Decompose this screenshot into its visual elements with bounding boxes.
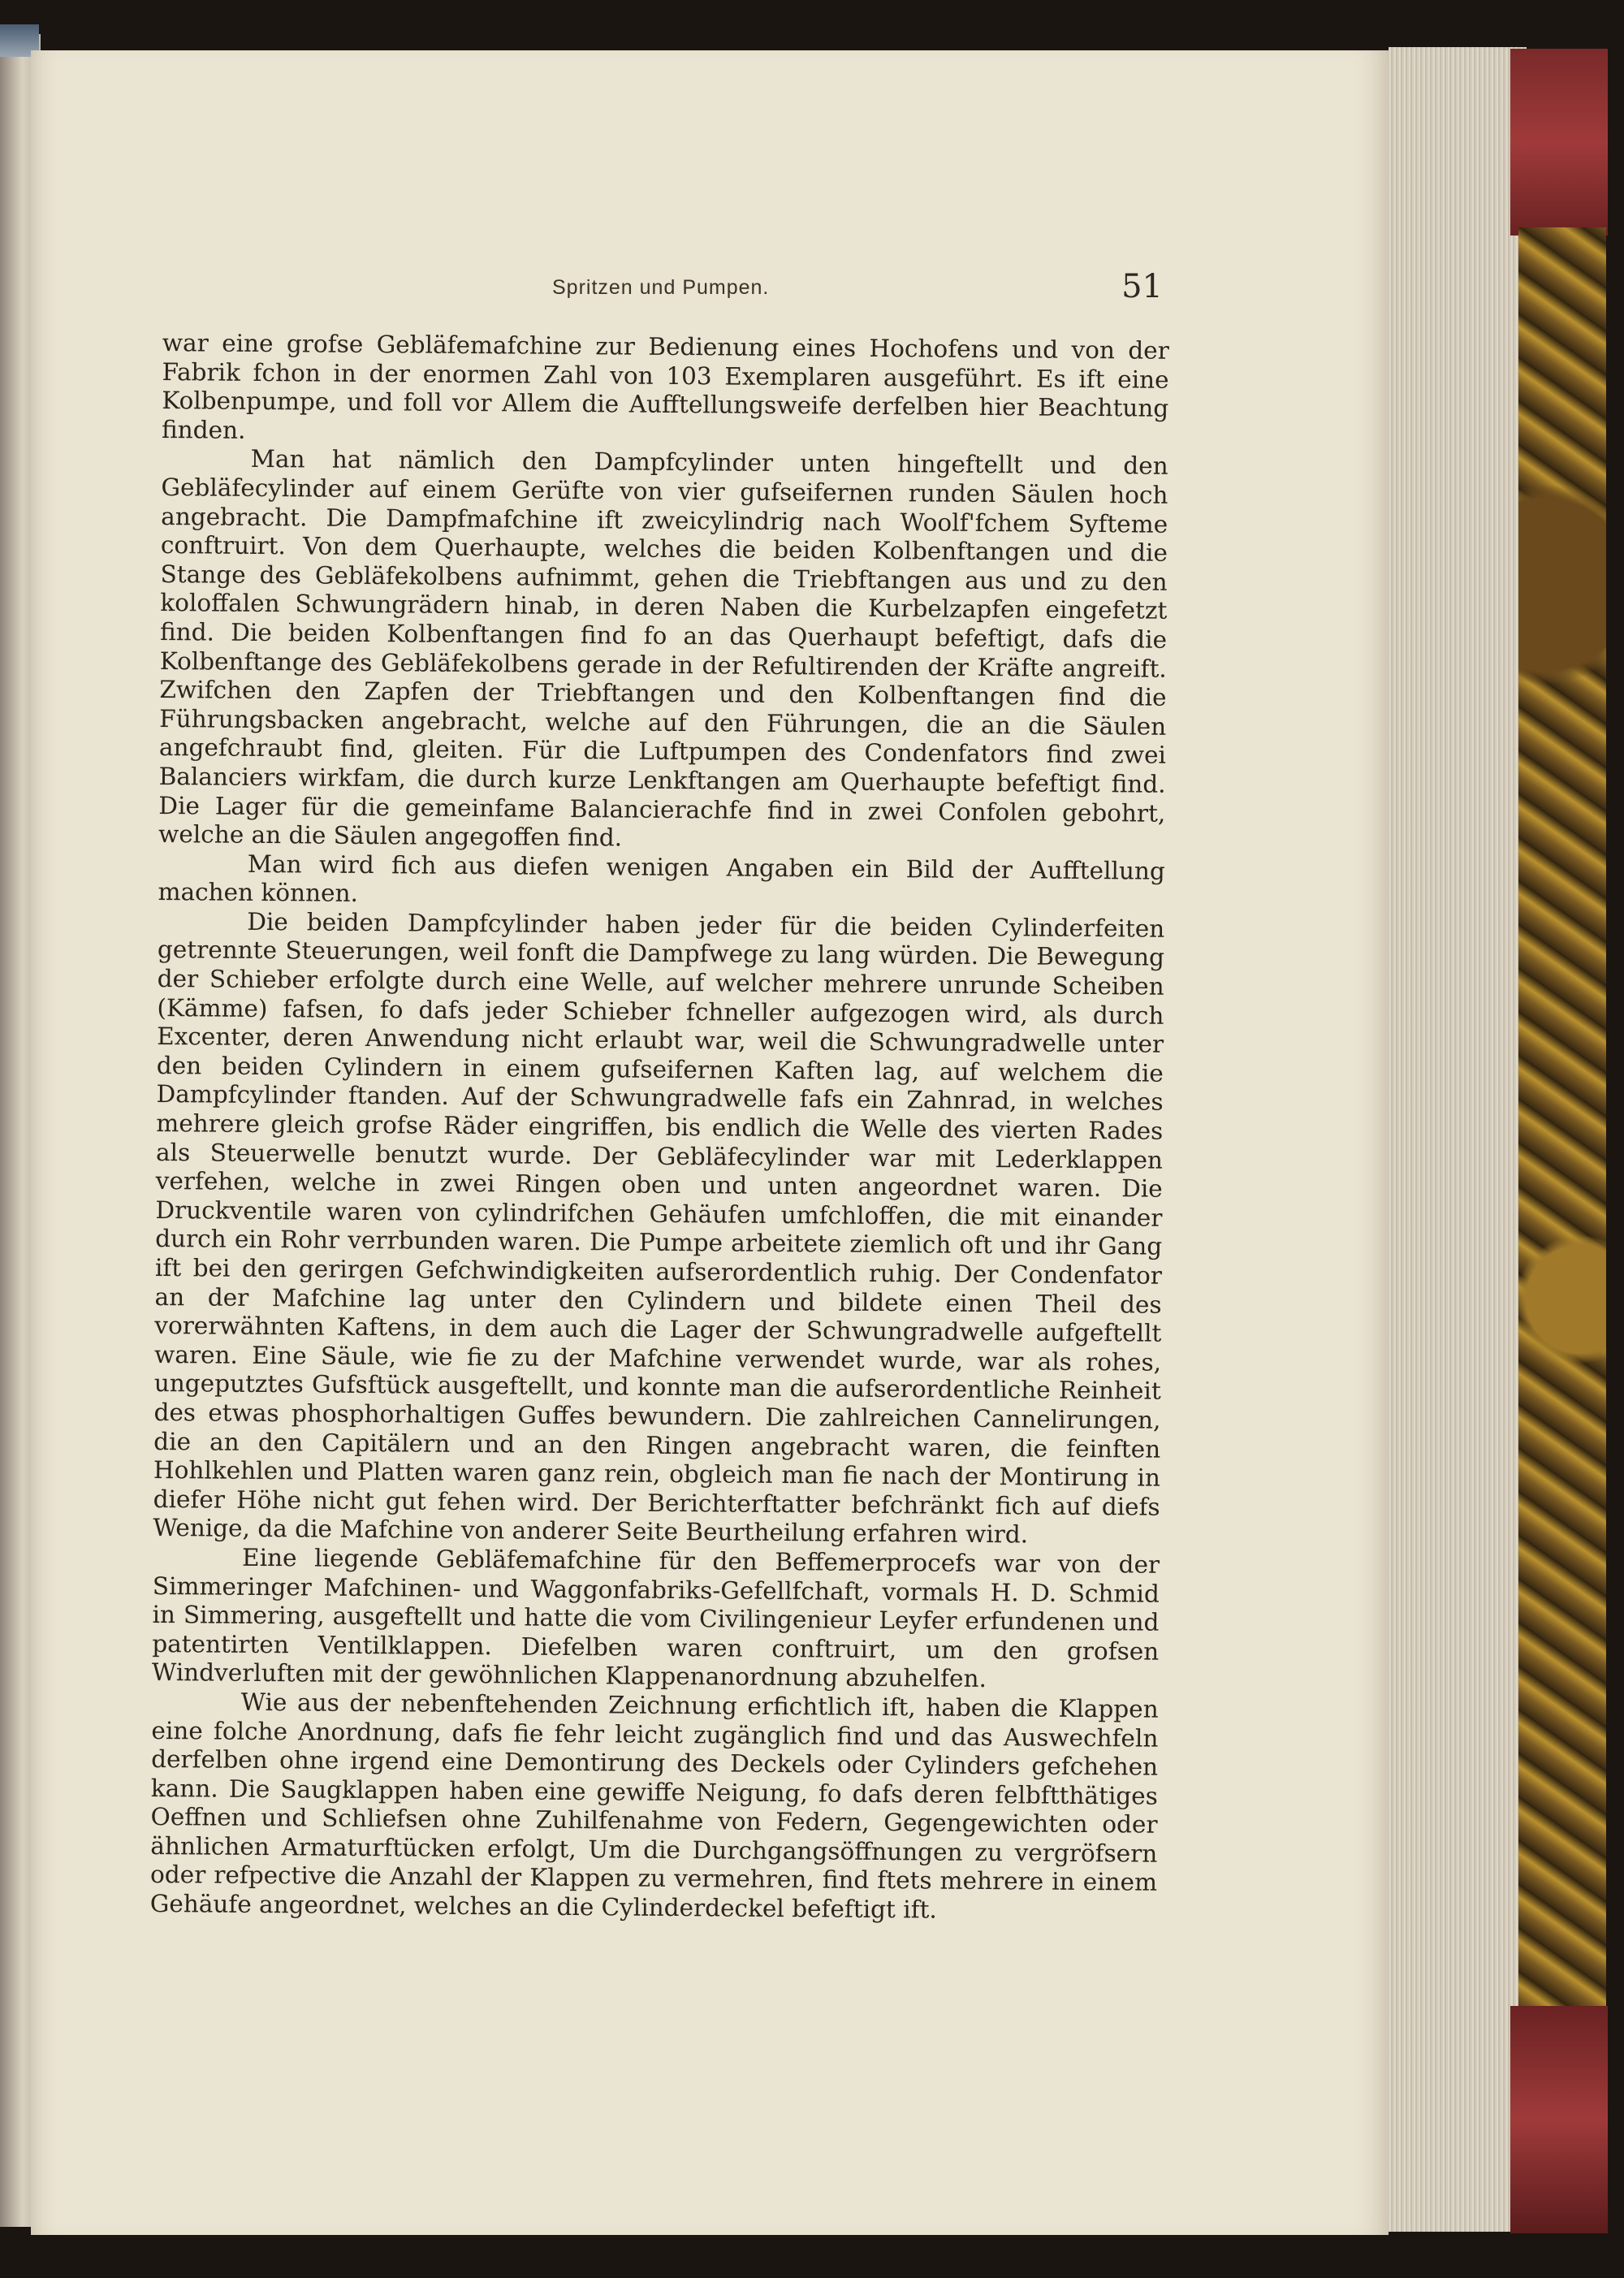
running-title: Spritzen und Pumpen.	[552, 276, 770, 299]
paragraph: Eine liegende Gebläfemafchine für den Beffemerprocefs war von der Simmeringer Mafchinen- und Waggonfabriks-Gefellfchaft, vormals H. D. Schmid in Simmering, ausgeftellt und hatte die vom Civilingenieur Leyfer erfundenen und patentirten Ventilklappen. Diefelben waren conftruirt, um den grofsen Windverluften mit der gewöhnlichen Klappenanordnung abzuhelfen.	[151, 1543, 1160, 1693]
page-number: 51	[1121, 268, 1163, 305]
paragraph: Man hat nämlich den Dampfcylinder unten hingeftellt und den Gebläfecylinder auf einem Gerüfte von vier gufseifernen runden Säulen hoch angebracht. Die Dampfmafchine ift zweicylindrig nach Woolf'fchem Syfteme conftruirt. Von dem Querhaupte, welches die beiden Kolbenftangen und die Stange des Gebläfekolbens aufnimmt, gehen die Triebftangen aus und zu den koloffalen Schwungrädern hinab, in deren Naben die Kurbelzapfen eingefetzt find. Die beiden Kolbenftangen find fo an das Querhaupt befeftigt, dafs die Kolbenftange des Gebläfekolbens gerade in der Refultirenden der Kräfte angreift. Zwifchen den Zapfen der Triebftangen und den Kolbenftangen find die Führungsbacken angebracht, welche auf den Führungen, die an die Säulen angefchraubt find, gleiten. Für die Luftpumpen des Condenfators find zwei Balanciers wirkfam, die durch kurze Lenkftangen am Querhaupte befeftigt find. Die Lager für die gemeinfame Balancierachfe find in zwei Confolen gebohrt, welche an die Säulen angegoffen find.	[158, 445, 1168, 852]
binding-bottom	[1510, 2006, 1608, 2233]
paragraph: war eine grofse Gebläfemafchine zur Bedienung eines Hochofens und von der Fabrik fchon in der enormen Zahl von 103 Exemplaren ausgeführt. Es ift eine Kolbenpumpe, und foll vor Allem die Aufftellungsweife derfelben hier Beachtung finden.	[161, 329, 1169, 444]
paragraph: Wie aus der nebenftehenden Zeichnung erfichtlich ift, haben die Klappen eine folche Anordnung, dafs fie fehr leicht zugänglich find und das Auswechfeln derfelben ohne irgend eine Demontirung des Deckels oder Cylinders gefchehen kann. Die Saugklappen haben eine gewiffe Neigung, fo dafs deren felbftthätiges Oeffnen und Schliefsen ohne Zuhilfenahme von Federn, Gegengewichten oder ähnlichen Armaturftücken erfolgt, Um die Durchgangsöffnungen zu vergröfsern oder refpective die Anzahl der Klappen zu vermehren, find ftets mehrere in einem Gehäufe angeordnet, welches an die Cylinderdeckel befeftigt ift.	[149, 1688, 1159, 1924]
body-text	[150, 329, 1169, 1926]
marbled-cover	[1518, 227, 1606, 2014]
binding-top	[1510, 49, 1608, 236]
page-header	[552, 268, 1169, 317]
paragraph: Die beiden Dampfcylinder haben jeder für die beiden Cylinderfeiten getrennte Steuerungen, weil fonft die Dampfwege zu lang würden. Die Bewegung der Schieber erfolgte durch eine Welle, auf welcher mehrere unrunde Scheiben (Kämme) fafsen, fo dafs jeder Schieber fchneller aufgezogen wird, als durch Excenter, deren Anwendung nicht erlaubt war, weil die Schwungradwelle unter den beiden Cylindern in einem gufseifernen Kaften lag, auf welchem die Dampfcylinder ftanden. Auf der Schwungradwelle fafs ein Zahnrad, in welches mehrere gleich grofse Räder eingriffen, bis endlich die Welle des vierten Rades als Steuerwelle benutzt wurde. Der Gebläfecylinder war mit Lederklappen verfehen, welche in zwei Ringen oben und unten angeordnet waren. Die Druckventile waren von cylindrifchen Gehäufen umfchloffen, die mit einander durch ein Rohr verrbunden waren. Die Pumpe arbeitete ziemlich oft und ihr Gang ift bei den gerirgen Gefchwindigkeiten aufserordentlich ruhig. Der Condenfator an der Mafchine lag unter den Cylindern und bildete einen Theil des vorerwähnten Kaftens, in dem auch die Lager der Schwungradwelle aufgeftellt waren. Eine Säule, wie fie zu der Mafchine verwendet wurde, war als rohes, ungeputztes Gufsftück ausgeftellt, und konnte man die aufserordentliche Reinheit des etwas phosphorhaltigen Guffes bewundern. Die zahlreichen Cannelirungen, die an den Capitälern und an den Ringen angebracht waren, die feinften Hohlkehlen und Platten waren ganz rein, obgleich man fie nach der Montirung in diefer Höhe nicht gut fehen wird. Der Berichterftatter befchränkt fich auf diefs Wenige, da die Mafchine von anderer Seite Beurtheilung erfahren wird.	[153, 907, 1165, 1549]
paragraph: Man wird fich aus diefen wenigen Angaben ein Bild der Aufftellung machen können.	[158, 849, 1165, 908]
page-block-edges	[1389, 47, 1527, 2232]
